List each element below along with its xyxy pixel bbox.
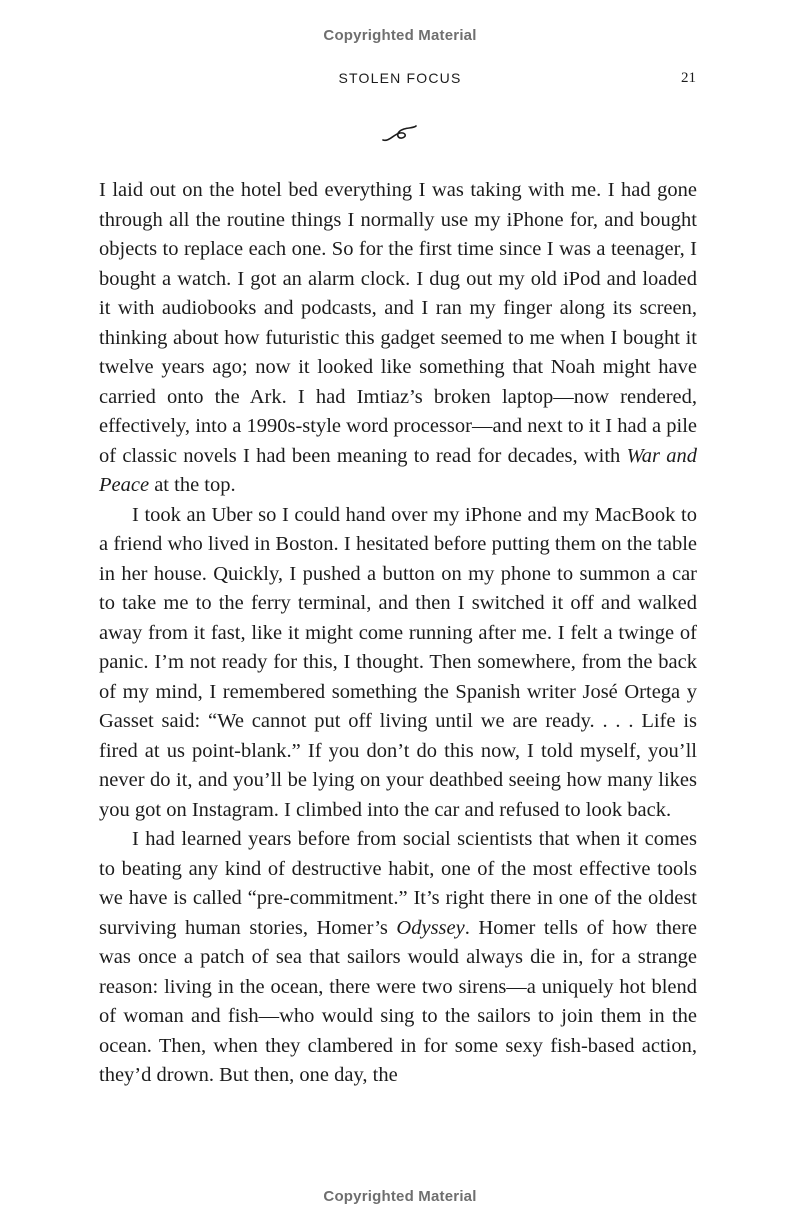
swash-ornament-icon xyxy=(380,122,420,146)
running-header xyxy=(0,70,800,90)
paragraph-1-text: I laid out on the hotel bed everything I was taking with me. I had gone through all the routine things I normally use my iPhone for, and bought objects to replace each one. So for the first time since I was a teenager, I bought a watch. I got an alarm clock. I dug out my old iPod and loaded it with audiobooks and podcasts, and I ran my finger along its screen, thinking about how futuristic this gadget seemed to me when I bought it twelve years ago; now it looked like something that Noah might have carried onto the Ark. I had Imtiaz’s broken laptop—now rendered, effectively, into a 1990s-style word processor—and next to it I had a pile of classic novels I had been meaning to read for decades, with xyxy=(99,179,697,467)
paragraph-1 xyxy=(99,176,697,501)
paragraph-1-end: at the top. xyxy=(149,474,236,496)
book-title-odyssey: Odyssey xyxy=(396,916,465,939)
paragraph-3-text: I had learned years before from social scientists that when it comes to beating any kind of destructive habit, one of the most effective tools we have is called “pre-commitment.” It’s right there in one of the oldest surviving human stories, Homer’s xyxy=(99,828,697,939)
copyright-watermark-top: Copyrighted Material xyxy=(323,27,477,44)
book-title: STOLEN FOCUS xyxy=(338,70,462,86)
paragraph-3-end: . Homer tells of how there was once a patch of sea that sailors would always die in, for a strange reason: living in the ocean, there were two sirens—a uniquely hot blend of woman and fish—who would sing to the sailors to join them in the ocean. Then, when they clambered in for some sexy fish-based action, they’d drown. But then, one day, the xyxy=(99,916,697,1086)
book-title-war-and-peace: War and Peace xyxy=(99,444,697,496)
copyright-watermark-bottom: Copyrighted Material xyxy=(323,1188,477,1205)
paragraph-2: I took an Uber so I could hand over my iPhone and my MacBook to a friend who lived in Boston. I hesitated before putting them on the table in her house. Quickly, I pushed a button on my phone to summon a car to take me to the ferry terminal, and then I switched it off and walked away from it fast, like it might come running after me. I felt a twinge of panic. I’m not ready for this, I thought. Then somewhere, from the back of my mind, I remembered something the Spanish writer José Ortega y Gasset said: “We cannot put off living until we are ready. . . . Life is fired at us point-blank.” If you don’t do this now, I told myself, you’ll never do it, and you’ll be lying on your deathbed seeing how many likes you got on Instagram. I climbed into the car and refused to look back. xyxy=(99,503,697,821)
paragraph-3 xyxy=(99,825,697,1091)
body-text xyxy=(99,176,697,1091)
page-number: 21 xyxy=(681,70,696,86)
